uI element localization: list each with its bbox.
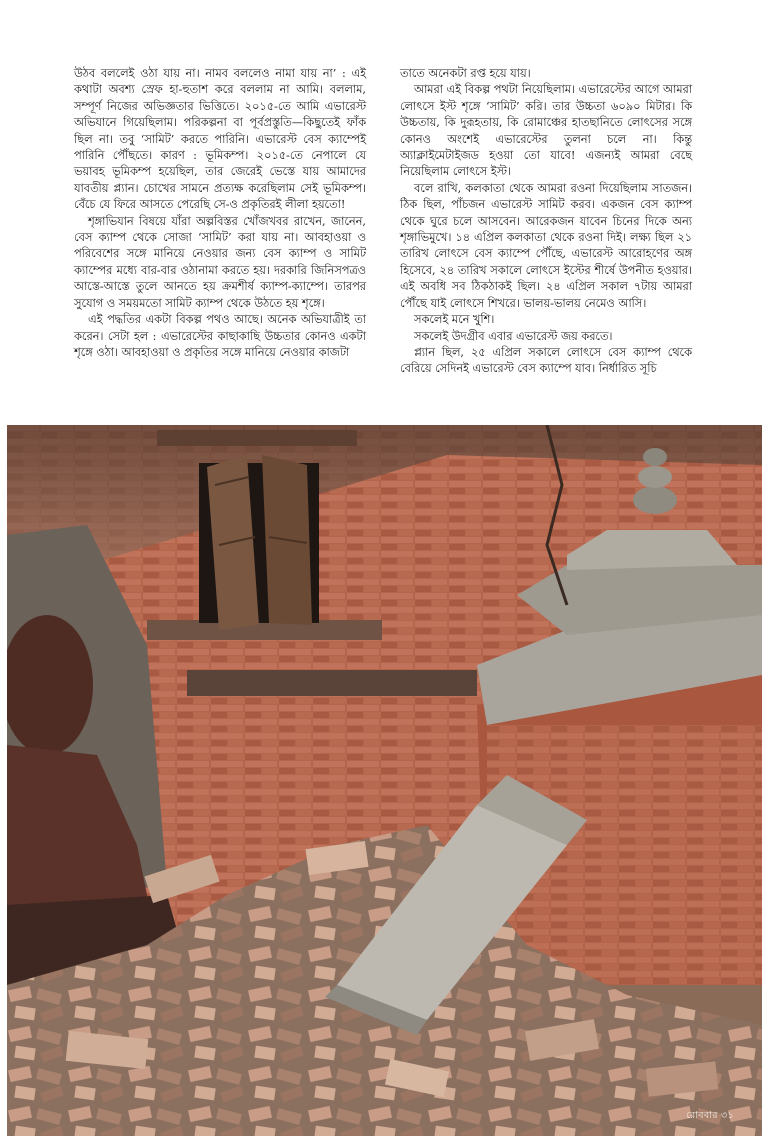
article-paragraph: শৃঙ্গাভিযান বিষয়ে যাঁরা অল্পবিস্তর খোঁজখবর রাখেন, জানেন, বেস ক্যাম্প থেকে সোজা ‘সামিট’ করা যায় না। আবহাওয়া ও পরিবেশের সঙ্গে মানিয়ে নেওয়ার জন্য বেস ক্যাম্প ও সামিট ক্যাম্পের মধ্যে বার-বার ওঠানামা করতে হয়। দরকারি জিনিসপত্রও আস্তে-আস্তে তুলে আনতে হয় ক্রমশীর্ষ ক্যাম্প-ক্যাম্পে। তারপর সুযোগ ও সময়মতো সামিট ক্যাম্প থেকে উঠতে হয় শৃঙ্গে। [74,214,366,310]
article-paragraph: এই পদ্ধতির একটা বিকল্প পথও আছে। অনেক অভিযাত্রীই তা করেন। সেটা হল : এভারেস্টের কাছাকাছি উচ্চতার কোনও একটা শৃঙ্গে ওঠা। আবহাওয়া ও প্রকৃতির সঙ্গে মানিয়ে নেওয়ার কাজটা [74,313,366,359]
article-paragraph: বলে রাখি, কলকাতা থেকে আমরা রওনা দিয়েছিলাম সাতজন। ঠিক ছিল, পাঁচজন এভারেস্ট সামিট করব। একজন বেস ক্যাম্প থেকে ঘুরে চলে আসবেন। আরেকজন যাবেন চিনের দিকে অন্য শৃঙ্গাভিমুখে। ১৪ এপ্রিল কলকাতা থেকে রওনা দিই। লক্ষ্য ছিল ২১ তারিখ লোৎসে বেস ক্যাম্পে পৌঁছে, এভারেস্ট আরোহণের অঙ্গ হিসেবে, ২৪ তারিখ সকালে লোৎসে ইস্টের শীর্ষে উপনীত হওয়ার। এই অবধি সব ঠিকঠাকই ছিল। ২৪ এপ্রিল সকাল ৭টায় আমরা পৌঁছে যাই লোৎসে শিখরে। ভালয়-ভালয় নেমেও আসি। [400,181,692,310]
article-paragraph: আমরা এই বিকল্প পথটা নিয়েছিলাম। এভারেস্টের আগে আমরা লোৎসে ইস্ট শৃঙ্গে ‘সামিট’ করি। তার উচ্চতা ৬০৯০ মিটার। কি উচ্চতায়, কি দুরূহতায়, কি রোমাঞ্চের হাতছানিতে লোৎসের সঙ্গে কোনও অংশেই এভারেস্টের তুলনা চলে না। কিন্তু অ্যাক্লাইমেটাইজড হওয়া তো যাবে! এজন্যই আমরা বেছে নিয়েছিলাম লোৎসে ইস্ট। [400,83,692,179]
article-paragraph: সকলেই উদগ্রীব এবার এভারেস্ট জয় করতে। [414,329,613,343]
article-paragraph: উঠব বললেই ওঠা যায় না। নামব বললেও নামা যায় না’ : এই কথাটা অবশ্য স্রেফ হা-হুতাশ করে বললাম না আমি। বললাম, সম্পূর্ণ নিজের অভিজ্ঞতার ভিত্তিতে। ২০১৫-তে আমি এভারেস্ট অভিযানে গিয়েছিলাম। পরিকল্পনা বা পূর্বপ্রস্তুতি—কিছুতেই ফাঁক ছিল না। তবু ‘সামিট’ করতে পারিনি। এভারেস্ট বেস ক্যাম্পেই পারিনি পৌঁছতে। কারণ : ভূমিকম্প। ২০১৫-তে নেপালে যে ভয়াবহ ভূমিকম্প হয়েছিল, তার জেরেই ভেস্তে যায় আমাদের যাবতীয় প্ল্যান। চোখের সামনে প্রত্যক্ষ করেছিলাম সেই ভূমিকম্প। বেঁচে যে ফিরে আসতে পেরেছি সে-ও প্রকৃতিরই লীলা হয়তো! [74,67,366,212]
article-paragraph: প্ল্যান ছিল, ২৫ এপ্রিল সকালে লোৎসে বেস ক্যাম্প থেকে বেরিয়ে সেদিনই এভারেস্ট বেস ক্যাম্পে যাব। নির্ধারিত সূচি [400,345,692,376]
article-column-right [400,66,692,378]
article-paragraph: তাতে অনেকটা রপ্ত হয়ে যায়। [400,67,531,80]
shrine-finial [633,486,677,514]
article-column-left [74,66,366,361]
ruins-illustration [7,425,762,1136]
page-label: রোববার ৩১ [686,1110,734,1121]
article-paragraph: সকলেই মনে খুশি। [414,313,495,327]
earthquake-ruins-photo [7,425,762,1136]
